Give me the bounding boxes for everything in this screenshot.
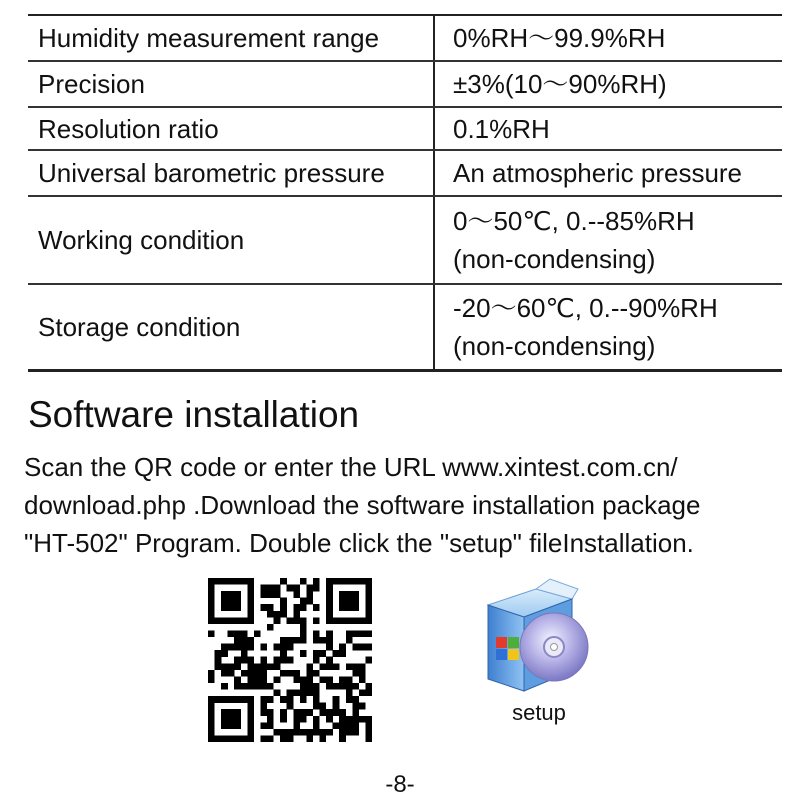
spec-table xyxy=(28,14,782,372)
spec-value-line: 0～50℃, 0.--85%RH xyxy=(453,206,695,236)
instruction-line: "HT-502" Program. Double click the "setup" fileInstallation. xyxy=(24,528,694,558)
spec-value-line: (non-condensing) xyxy=(453,331,656,361)
spec-row-storage-condition xyxy=(28,284,782,371)
spec-value: 0%RH～99.9%RH xyxy=(434,15,782,61)
spec-row-resolution xyxy=(28,107,782,150)
page-number: -8- xyxy=(385,771,415,798)
setup-icon-label: setup xyxy=(512,700,566,725)
spec-value: ±3%(10～90%RH) xyxy=(434,61,782,107)
spec-param: Resolution ratio xyxy=(28,107,434,150)
instruction-line: download.php .Download the software installation package xyxy=(24,490,701,520)
spec-param: Storage condition xyxy=(28,284,434,371)
spec-param: Humidity measurement range xyxy=(28,15,434,61)
spec-value xyxy=(434,196,782,284)
spec-row-precision xyxy=(28,61,782,107)
qr-code-image xyxy=(208,578,372,742)
spec-value xyxy=(434,284,782,371)
spec-param: Working condition xyxy=(28,196,434,284)
spec-value: 0.1%RH xyxy=(434,107,782,150)
spec-row-humidity-range xyxy=(28,15,782,61)
section-title: Software installation xyxy=(28,394,360,435)
spec-row-working-condition xyxy=(28,196,782,284)
spec-value-line: -20～60℃, 0.--90%RH xyxy=(453,293,718,323)
spec-value: An atmospheric pressure xyxy=(434,150,782,196)
spec-value-line: (non-condensing) xyxy=(453,244,656,274)
spec-row-pressure xyxy=(28,150,782,196)
instruction-line: Scan the QR code or enter the URL www.xintest.com.cn/ xyxy=(24,452,678,482)
install-instructions xyxy=(24,448,794,562)
spec-param: Precision xyxy=(28,61,434,107)
spec-param: Universal barometric pressure xyxy=(28,150,434,196)
